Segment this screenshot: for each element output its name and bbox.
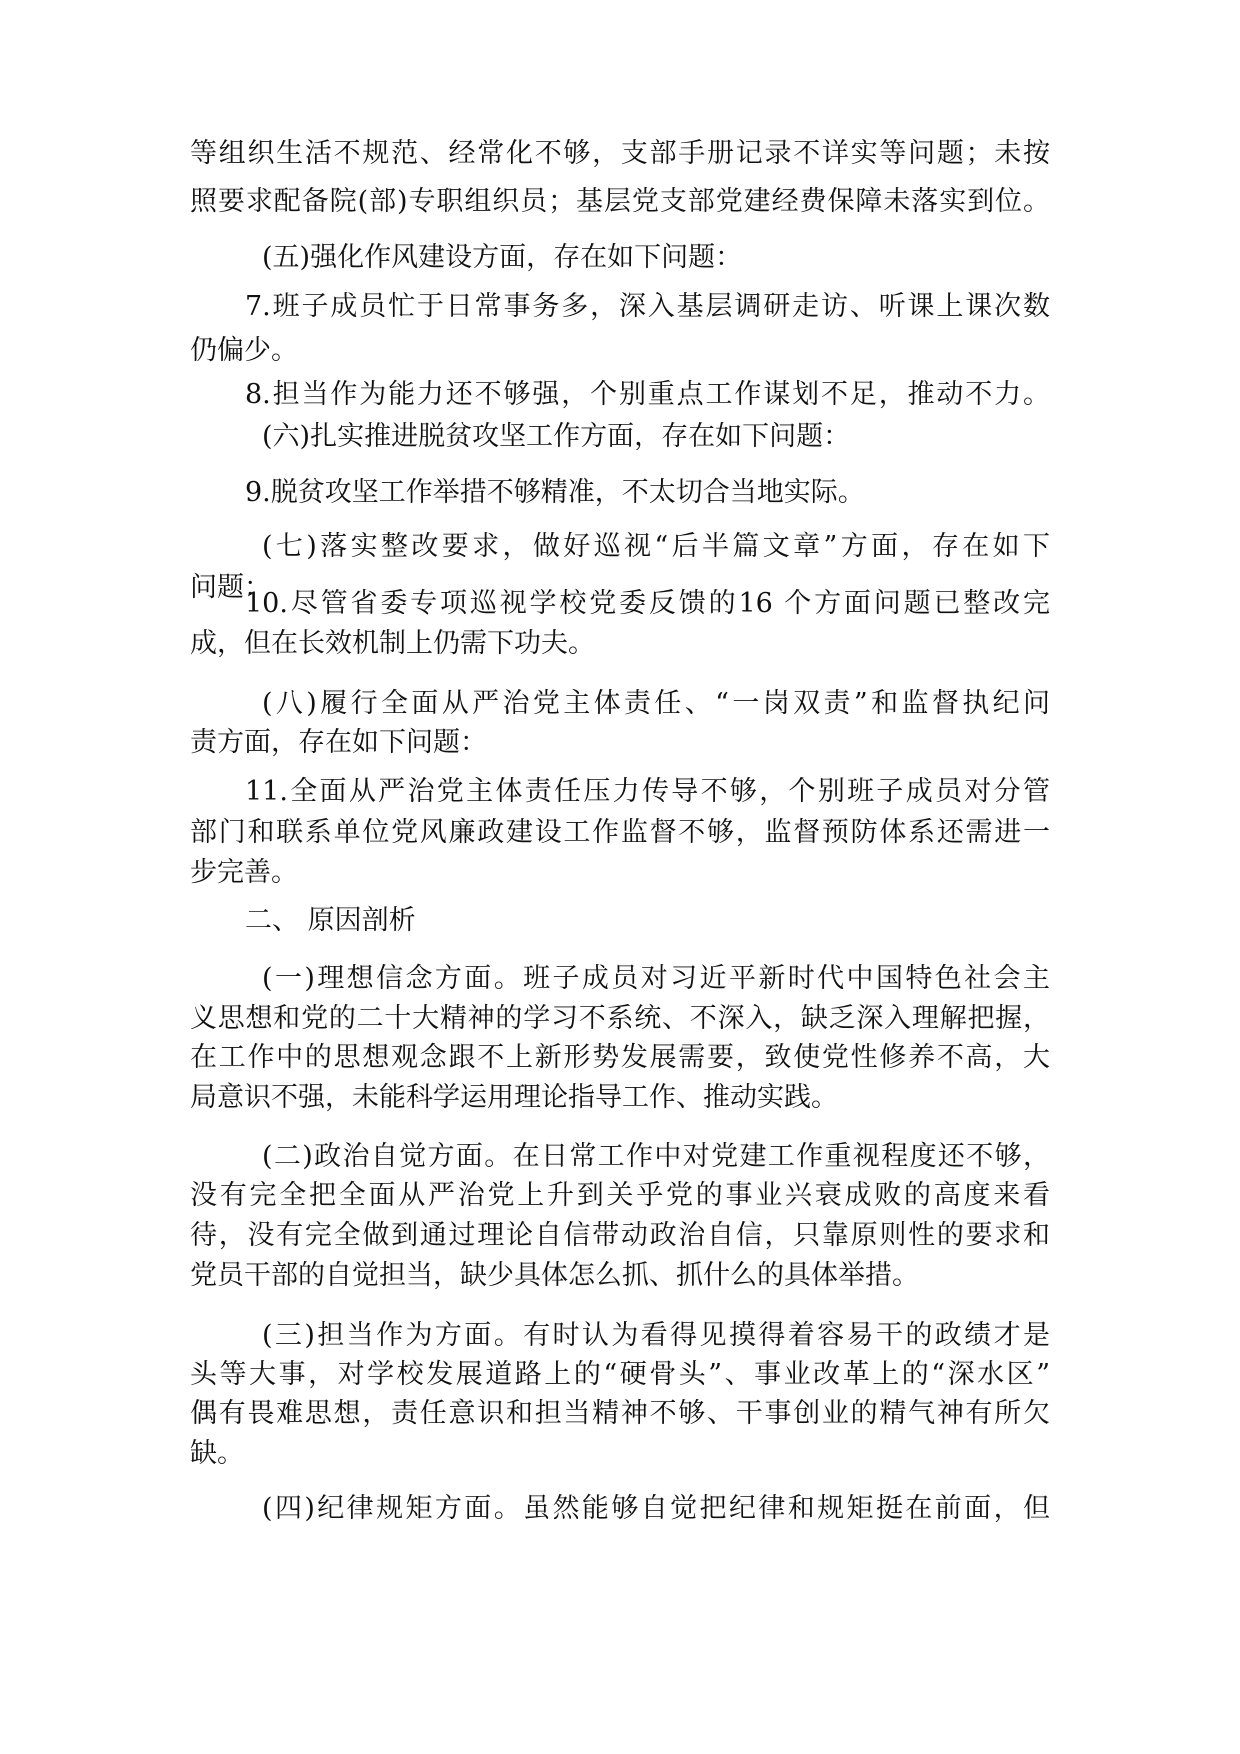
text-line: 照要求配备院(部)专职组织员；基层党支部党建经费保障未落实到位。 xyxy=(190,186,1050,217)
text-line: (一)理想信念方面。班子成员对习近平新时代中国特色社会主 xyxy=(262,963,1050,994)
text-line: 头等大事，对学校发展道路上的“硬骨头”、事业改革上的“深水区” xyxy=(190,1359,1050,1390)
section-heading: 问题： xyxy=(190,572,271,603)
text-line: 等组织生活不规范、经常化不够，支部手册记录不详实等问题；未按 xyxy=(190,138,1050,169)
section-heading: 责方面，存在如下问题： xyxy=(190,727,487,758)
text-line: 局意识不强，未能科学运用理论指导工作、推动实践。 xyxy=(190,1082,838,1113)
section-heading: 二、 原因剖析 xyxy=(245,905,416,936)
text-line: 成，但在长效机制上仍需下功夫。 xyxy=(190,628,595,659)
text-line: 在工作中的思想观念跟不上新形势发展需要，致使党性修养不高，大 xyxy=(190,1042,1050,1073)
text-line: 步完善。 xyxy=(190,857,298,888)
text-line: 没有完全把全面从严治党上升到关乎党的事业兴衰成败的高度来看 xyxy=(190,1180,1050,1211)
section-heading: (五)强化作风建设方面，存在如下问题： xyxy=(262,242,743,273)
text-line: 党员干部的自觉担当，缺少具体怎么抓、抓什么的具体举措。 xyxy=(190,1260,919,1291)
section-heading: (六)扎实推进脱贫攻坚工作方面，存在如下问题： xyxy=(262,421,851,452)
text-line: (四)纪律规矩方面。虽然能够自觉把纪律和规矩挺在前面，但 xyxy=(262,1493,1050,1524)
text-line: 仍偏少。 xyxy=(190,335,298,366)
text-line: (三)担当作为方面。有时认为看得见摸得着容易干的政绩才是 xyxy=(262,1320,1050,1351)
text-line: 7.班子成员忙于日常事务多，深入基层调研走访、听课上课次数 xyxy=(245,291,1050,322)
section-heading: (八)履行全面从严治党主体责任、“一岗双责”和监督执纪问 xyxy=(262,688,1050,719)
text-line: 部门和联系单位党风廉政建设工作监督不够，监督预防体系还需进一 xyxy=(190,817,1050,848)
text-line: 11.全面从严治党主体责任压力传导不够，个别班子成员对分管 xyxy=(245,776,1050,807)
text-line: 10.尽管省委专项巡视学校党委反馈的16 个方面问题已整改完 xyxy=(245,588,1050,619)
text-line: 8.担当作为能力还不够强，个别重点工作谋划不足，推动不力。 xyxy=(245,379,1050,410)
text-line: 待，没有完全做到通过理论自信带动政治自信，只靠原则性的要求和 xyxy=(190,1220,1050,1251)
text-line: (二)政治自觉方面。在日常工作中对党建工作重视程度还不够， xyxy=(262,1141,1050,1172)
text-line: 义思想和党的二十大精神的学习不系统、不深入，缺乏深入理解把握， xyxy=(190,1003,1050,1034)
section-heading: (七)落实整改要求，做好巡视“后半篇文章”方面，存在如下 xyxy=(262,531,1050,562)
text-line: 偶有畏难思想，责任意识和担当精神不够、干事创业的精气神有所欠 xyxy=(190,1398,1050,1429)
text-line: 9.脱贫攻坚工作举措不够精准，不太切合当地实际。 xyxy=(245,477,865,508)
text-line: 缺。 xyxy=(190,1438,244,1469)
